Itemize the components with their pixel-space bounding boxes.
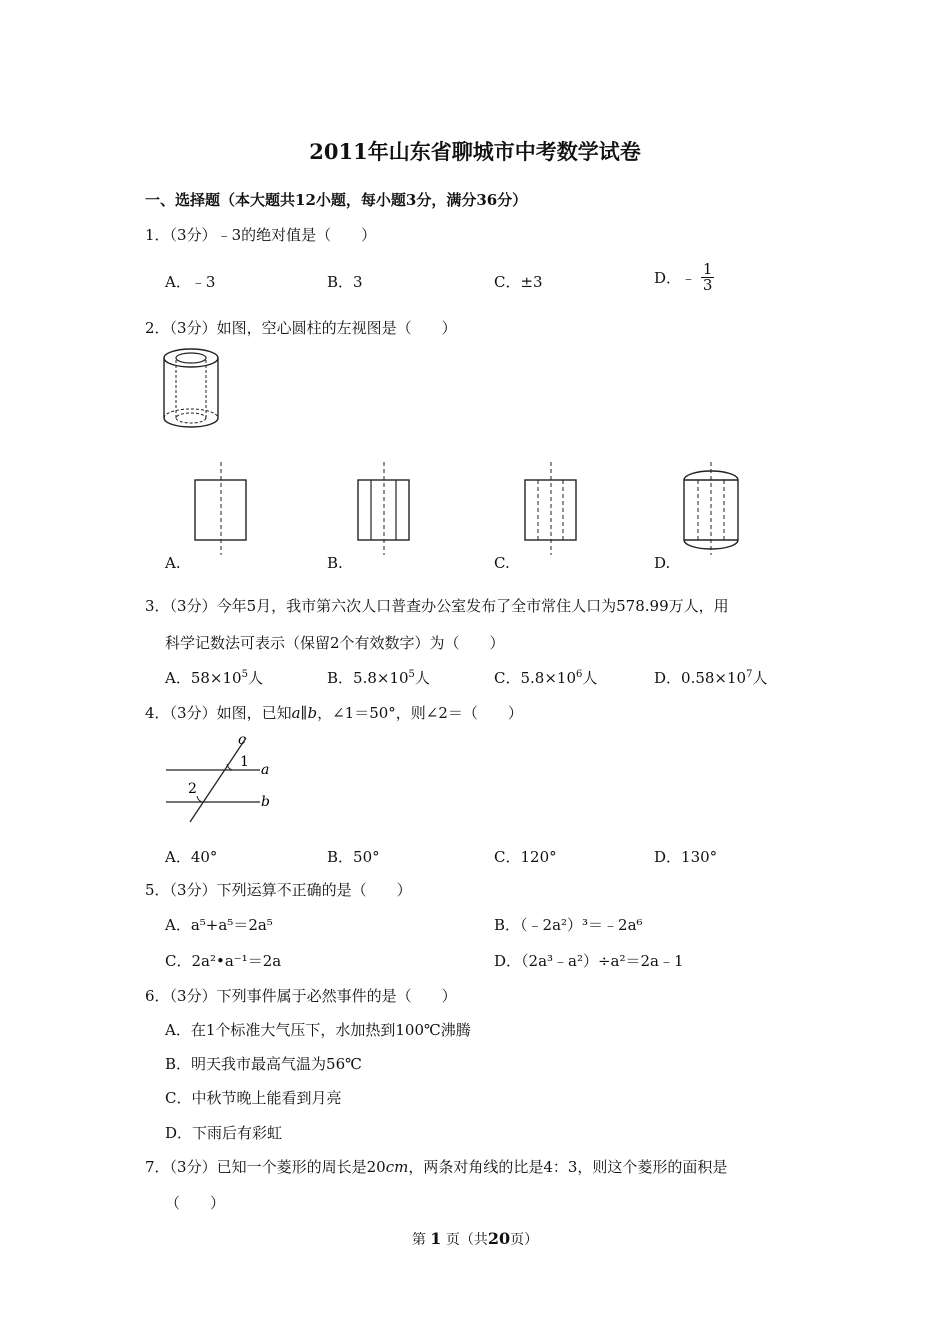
q1-option-d-label: D．﹣ [654,269,697,287]
q3-option-d [654,667,767,688]
q4-option-a: A．40° [165,848,218,866]
q2-option-c: C. [494,554,510,572]
q3-c-unit: 人 [582,669,598,687]
fraction-numerator: 1 [702,260,713,278]
option-d-figure [678,460,744,556]
q3-b-unit: 人 [414,669,430,687]
q2-option-d: D. [654,554,671,572]
option-c-figure [519,460,581,556]
q7-stem-pre: 7．（3分）已知一个菱形的周长是20 [145,1158,386,1176]
page-title: 2011年山东省聊城市中考数学试卷 [309,139,641,164]
q3-option-a [165,667,263,688]
q4-stem-pre: 4．（3分）如图，已知 [145,704,292,722]
question-4-stem [145,702,523,723]
q1-option-d [654,262,714,293]
q3-d-exp: 7 [746,669,753,680]
q4-var-b: b [307,704,318,722]
q3-c-exp: 6 [576,669,583,680]
q3-a-base: A．58×10 [165,669,242,687]
q5-option-c: C．2a²•a⁻¹＝2a [165,952,282,970]
q1-option-b: B．3 [327,273,363,291]
q7-unit: cm [385,1158,409,1176]
label-angle-2: 2 [188,781,197,797]
q1-option-c: C．±3 [494,273,543,291]
q3-option-b [327,667,430,688]
section-header: 一、选择题（本大题共12小题，每小题3分，满分36分） [145,191,528,209]
page-footer [0,1229,950,1249]
q7-stem-post: ，两条对角线的比是4：3，则这个菱形的面积是 [408,1158,728,1176]
fraction [701,262,715,293]
option-b-figure [352,460,414,556]
label-a: a [261,762,270,778]
q4-var-a: a [291,704,301,722]
footer-mid: 页（共 [445,1232,488,1248]
q3-c-base: C．5.8×10 [494,669,576,687]
q6-option-a: A．在1个标准大气压下，水加热到100℃沸腾 [165,1021,471,1039]
footer-pre: 第 [411,1232,426,1248]
q3-a-unit: 人 [247,669,263,687]
question-3-stem-line1: 3．（3分）今年5月，我市第六次人口普查办公室发布了全市常住人口为578.99万人，用 [145,597,729,615]
q3-d-base: D．0.58×10 [654,669,747,687]
label-b: b [261,794,270,810]
question-7-stem-line2: （ ） [165,1194,226,1212]
footer-page-number: 1 [430,1229,442,1248]
q3-d-unit: 人 [752,669,768,687]
q3-a-exp: 5 [241,669,248,680]
q2-option-b: B. [327,554,343,572]
parallel-lines-figure [160,730,280,825]
q5-option-b: B．（﹣2a²）³＝﹣2a⁶ [494,916,643,934]
question-5-stem: 5．（3分）下列运算不正确的是（ ） [145,881,412,899]
q3-option-c [494,667,597,688]
q6-option-b: B．明天我市最高气温为56℃ [165,1055,362,1073]
q2-option-a: A. [165,554,181,572]
hollow-cylinder-figure [158,345,228,435]
question-6-stem: 6．（3分）下列事件属于必然事件的是（ ） [145,987,457,1005]
q5-option-d: D．（2a³﹣a²）÷a²＝2a﹣1 [494,952,684,970]
footer-total-pages: 20 [487,1229,511,1248]
question-1-stem: 1．（3分）﹣3的绝对值是（ ） [145,226,377,244]
q3-b-base: B．5.8×10 [327,669,409,687]
label-c: c [238,732,246,748]
fraction-denominator: 3 [702,276,713,294]
q6-option-c: C．中秋节晚上能看到月亮 [165,1089,342,1107]
q5-option-a: A．a⁵+a⁵＝2a⁵ [165,916,273,934]
footer-post: 页） [510,1232,539,1248]
label-angle-1: 1 [240,754,249,770]
q4-parallel: ∥ [300,704,308,722]
q4-stem-post: ，∠1＝50°，则∠2＝（ ） [317,704,523,722]
question-3-stem-line2: 科学记数法可表示（保留2个有效数字）为（ ） [165,634,505,652]
option-a-figure [190,460,252,556]
q3-b-exp: 5 [408,669,415,680]
q4-option-b: B．50° [327,848,380,866]
q1-option-a: A．﹣3 [165,273,216,291]
question-7-stem [145,1156,727,1177]
q4-option-c: C．120° [494,848,557,866]
q4-option-d: D．130° [654,848,718,866]
q6-option-d: D．下雨后有彩虹 [165,1124,283,1142]
question-2-stem: 2．（3分）如图，空心圆柱的左视图是（ ） [145,319,457,337]
